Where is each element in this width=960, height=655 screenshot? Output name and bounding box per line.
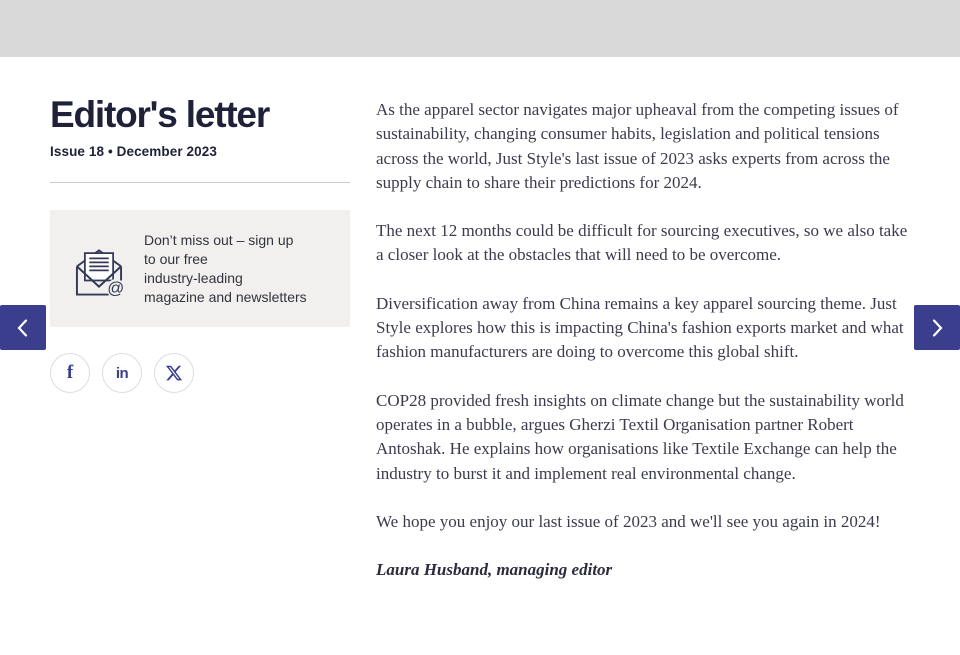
article-paragraph: The next 12 months could be difficult for sourcing executives, so we also take a closer look at the obstacles that will need to be overcome. [376,221,908,265]
issue-date-label: Issue 18 • December 2023 [50,144,217,159]
article-paragraph: We hope you enjoy our last issue of 2023 and we'll see you again in 2024! [376,511,881,531]
article-paragraph: Diversification away from China remains a key apparel sourcing theme. Just Style explores how this is impacting China's fashion exports market and what fashion manufacturers are doing to overcome this global shift. [376,293,904,362]
signup-line: to our free [144,250,208,267]
sidebar [50,96,350,393]
signup-line: magazine and newsletters [144,288,307,305]
editor-signature: Laura Husband, managing editor [376,560,613,580]
next-page-button[interactable] [914,305,960,350]
chevron-left-icon [9,314,37,342]
envelope-newsletter-icon [69,238,129,300]
signup-line: industry-leading [144,269,243,286]
facebook-button[interactable] [50,353,90,393]
newsletter-signup-banner[interactable] [50,210,350,327]
signup-text [144,231,307,307]
previous-page-button[interactable] [0,305,46,350]
svg-text:@: @ [107,278,125,298]
top-bar [0,0,960,57]
signup-line: Don’t miss out – sign up [144,231,294,248]
divider [50,182,350,183]
linkedin-icon: in [115,364,129,382]
social-links [50,353,350,393]
page-title: Editor's letter [50,94,270,135]
article-paragraph: As the apparel sector navigates major upheaval from the competing issues of sustainability, changing consumer habits, legislation and political tensions across the world, Just Style's last issue of 2023 asks experts from across the supply chain to share their predictions for 2024. [376,100,899,192]
editors-letter-body [376,98,909,606]
linkedin-button[interactable] [102,353,142,393]
article-paragraph: COP28 provided fresh insights on climate change but the sustainability world operates in a bubble, argues Gherzi Textil Organisation partner Robert Antoshak. He explains how organisations like Textile Exchange can help the industry to burst it and implement real environmental change. [376,390,904,483]
facebook-icon: f [66,362,74,383]
chevron-right-icon [923,314,951,342]
x-twitter-icon [165,364,183,382]
x-twitter-button[interactable] [154,353,194,393]
